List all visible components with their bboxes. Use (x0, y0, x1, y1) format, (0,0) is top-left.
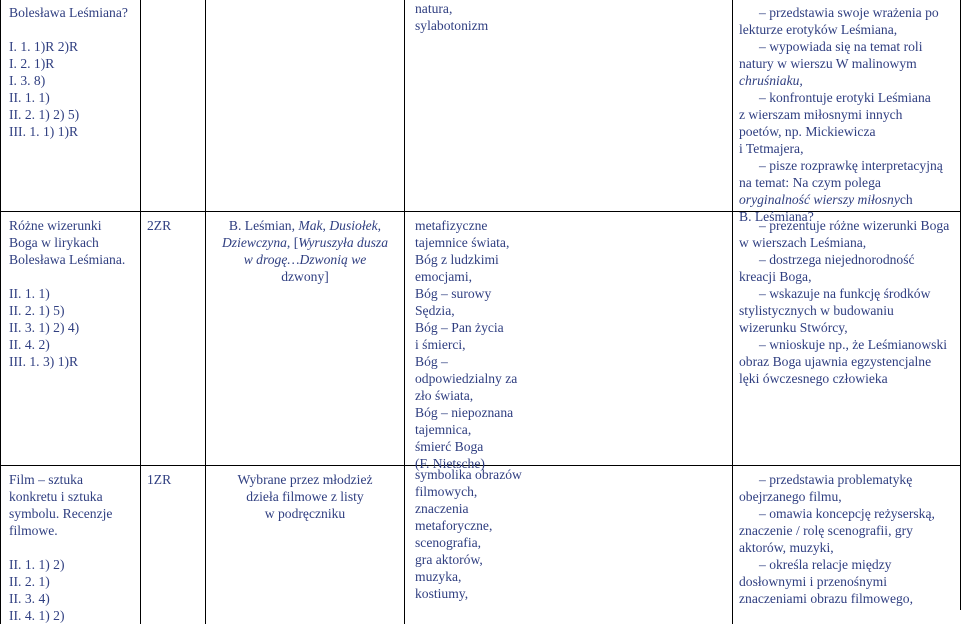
content-line: muzyka, (415, 569, 462, 584)
outcome-line: poetów, np. Mickiewicza (739, 124, 876, 139)
reading-line: Dziewczyna, [Wyruszyła dusza (221, 235, 389, 250)
topic-cell (0, 0, 140, 212)
outcomes-cell (732, 466, 960, 624)
reading-line: B. Leśmian, Mak, Dusiołek, (228, 218, 382, 233)
hours-value: 2ZR (147, 218, 172, 233)
content-cell (404, 0, 732, 212)
topic-title-line: konkretu i sztuka (9, 489, 103, 504)
topic-title-line: Bolesława Leśmiana? (9, 5, 128, 20)
outcome-line: – przedstawia swoje wrażenia po (739, 4, 950, 21)
content-line: sylabotonizm (415, 18, 489, 33)
topic-title-line: symbolu. Recenzje (9, 506, 113, 521)
hours-cell (140, 212, 205, 466)
outcome-line: obraz Boga ujawnia egzystencjalne (739, 354, 932, 369)
outcome-line: – przedstawia problematykę (739, 471, 950, 488)
content-line: metaforyczne, (415, 518, 493, 533)
outcome-line: – konfrontuje erotyki Leśmiana (739, 89, 950, 106)
content-cell (404, 212, 732, 471)
topic-cell (0, 212, 140, 466)
requirement-code: II. 2. 1) (9, 574, 50, 589)
content-line: Bóg – niepoznana (415, 405, 514, 420)
content-line: Bóg – (415, 354, 448, 369)
content-line: (F. Nietsche) (415, 456, 485, 471)
reading-line: w drogę…Dzwonią we (243, 252, 367, 267)
requirement-code: II. 4. 2) (9, 337, 50, 352)
outcomes-cell (732, 0, 960, 224)
outcome-line: chruśniaku, (739, 73, 803, 88)
outcome-line: obejrzanego filmu, (739, 489, 842, 504)
requirement-code: II. 3. 4) (9, 591, 50, 606)
topic-title-line: Różne wizerunki (9, 218, 102, 233)
requirement-code: III. 1. 1) 1)R (9, 124, 79, 139)
outcome-line: B. Leśmiana? (739, 209, 814, 224)
content-line: tajemnica, (415, 422, 472, 437)
requirement-code: II. 4. 1) 2) (9, 608, 65, 623)
outcome-line: – wskazuje na funkcję środków (739, 285, 950, 302)
outcome-line: – wnioskuje np., że Leśmianowski (739, 336, 950, 353)
content-line: scenografia, (415, 535, 482, 550)
hours-cell (140, 0, 205, 212)
content-line: zło świata, (415, 388, 474, 403)
topic-title-line: Boga w lirykach (9, 235, 99, 250)
outcome-line: wizerunku Stwórcy, (739, 320, 848, 335)
outcome-line: – omawia koncepcję reżyserską, (739, 505, 950, 522)
outcome-line: oryginalność wierszy miłosnych (739, 192, 913, 207)
outcome-line: z wierszam miłosnymi innych (739, 107, 903, 122)
readings-cell (205, 466, 404, 624)
outcome-line: i Tetmajera, (739, 141, 804, 156)
outcome-line: lekturze erotyków Leśmiana, (739, 22, 898, 37)
readings-cell (205, 212, 404, 466)
content-line: filmowych, (415, 484, 478, 499)
content-line: odpowiedzialny za (415, 371, 518, 386)
outcome-line: – określa relacje między (739, 556, 950, 573)
hours-cell (140, 466, 205, 624)
outcome-line: – dostrzega niejednorodność (739, 251, 950, 268)
requirement-code: I. 3. 8) (9, 73, 46, 88)
content-line: symbolika obrazów (415, 467, 522, 482)
content-line: natura, (415, 1, 453, 16)
requirement-code: II. 1. 1) (9, 90, 50, 105)
requirement-code: II. 1. 1) 2) (9, 557, 65, 572)
outcome-line: natury w wierszu W malinowym (739, 56, 917, 71)
requirement-code: I. 1. 1)R 2)R (9, 39, 79, 54)
content-line: Bóg z ludzkimi (415, 252, 499, 267)
content-line: gra aktorów, (415, 552, 483, 567)
outcome-line: lęki ówczesnego człowieka (739, 371, 888, 386)
outcome-line: dosłownymi i przenośnymi (739, 574, 888, 589)
outcome-line: aktorów, muzyki, (739, 540, 834, 555)
readings-cell (205, 0, 404, 212)
outcome-line: znaczeniami obrazu filmowego, (739, 591, 913, 606)
content-line: Sędzia, (415, 303, 455, 318)
outcome-line: w wierszach Leśmiana, (739, 235, 867, 250)
content-line: emocjami, (415, 269, 472, 284)
requirement-code: I. 2. 1)R (9, 56, 55, 71)
requirement-code: III. 1. 3) 1)R (9, 354, 79, 369)
content-line: znaczenia (415, 501, 469, 516)
content-line: metafizyczne (415, 218, 488, 233)
requirement-code: II. 2. 1) 2) 5) (9, 107, 80, 122)
topic-title-line: filmowe. (9, 523, 58, 538)
topic-title-line: Film – sztuka (9, 472, 84, 487)
content-line: Bóg – Pan życia (415, 320, 504, 335)
outcome-line: – prezentuje różne wizerunki Boga (739, 217, 950, 234)
content-line: śmierć Boga (415, 439, 484, 454)
topic-title-line: Bolesława Leśmiana. (9, 252, 126, 267)
outcome-line: stylistycznych w budowaniu (739, 303, 894, 318)
reading-line: Wybrane przez młodzież (237, 472, 373, 487)
outcome-line: na temat: Na czym polega (739, 175, 881, 190)
requirement-code: II. 2. 1) 5) (9, 303, 65, 318)
outcome-line: kreacji Boga, (739, 269, 812, 284)
content-line: tajemnice świata, (415, 235, 510, 250)
reading-line: w podręczniku (264, 506, 346, 521)
topic-cell (0, 466, 140, 624)
outcome-line: – wypowiada się na temat roli (739, 38, 950, 55)
content-cell (404, 466, 732, 624)
outcome-line: – pisze rozprawkę interpretacyjną (739, 157, 950, 174)
reading-line: dzwony] (281, 269, 329, 284)
requirement-code: II. 1. 1) (9, 286, 50, 301)
hours-value: 1ZR (147, 472, 172, 487)
reading-line: dzieła filmowe z listy (246, 489, 364, 504)
content-line: i śmierci, (415, 337, 466, 352)
content-line: kostiumy, (415, 586, 469, 601)
outcomes-cell (732, 212, 960, 466)
outcome-line: znaczenie / rolę scenografii, gry (739, 523, 913, 538)
content-line: Bóg – surowy (415, 286, 492, 301)
requirement-code: II. 3. 1) 2) 4) (9, 320, 80, 335)
